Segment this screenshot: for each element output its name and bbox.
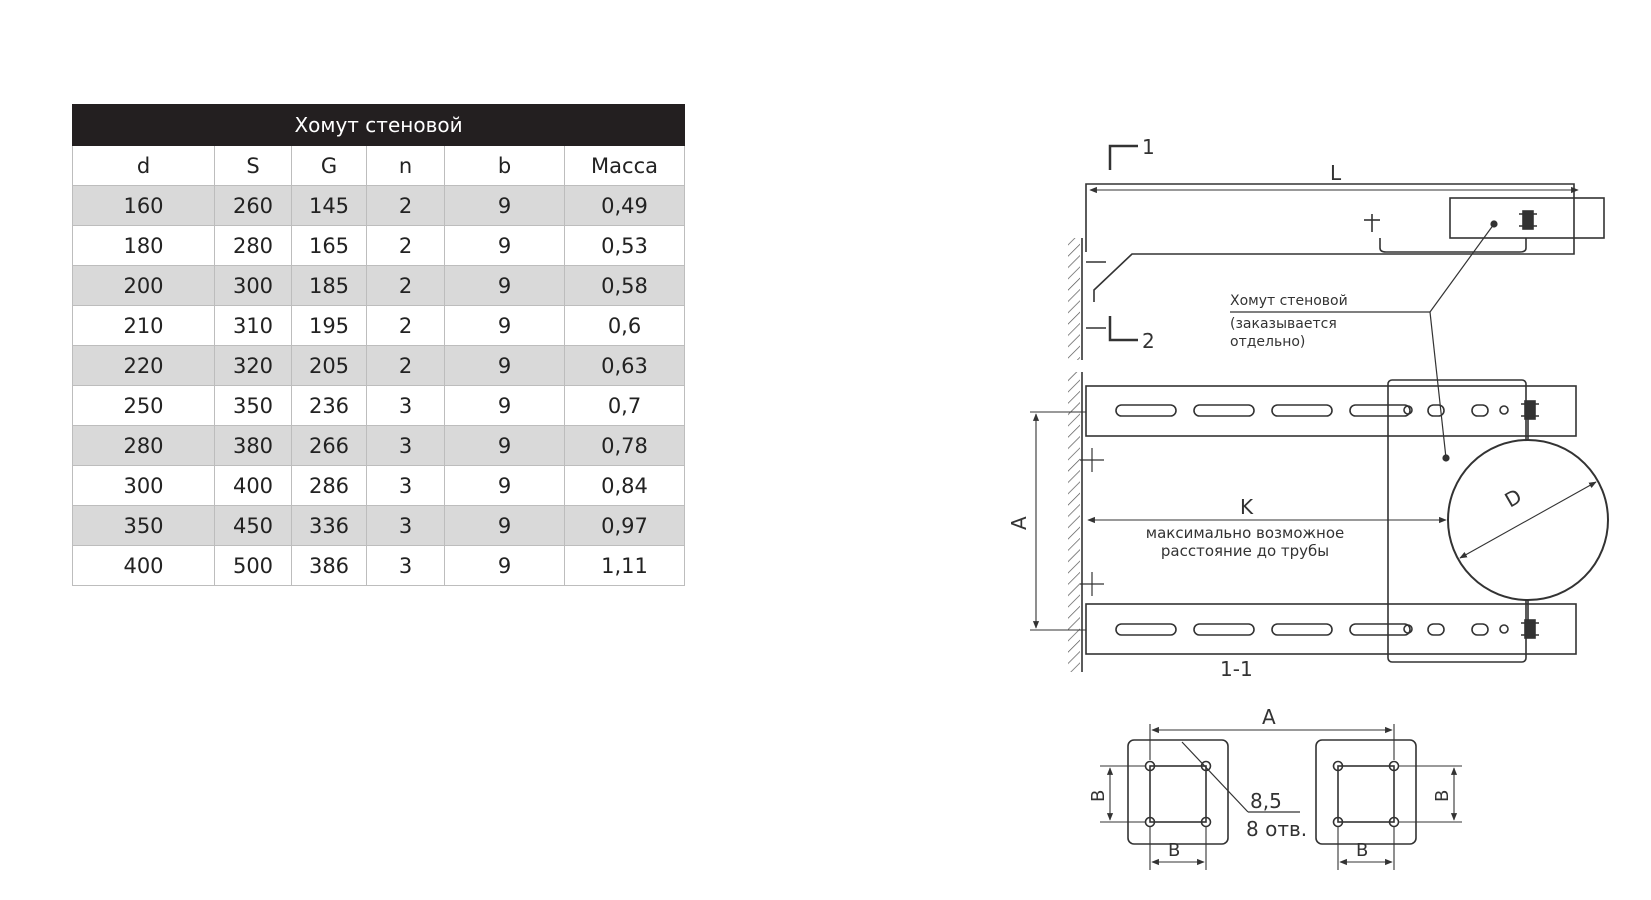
table-cell: 266 (292, 426, 367, 466)
dim-A-label: A (1007, 516, 1031, 530)
table-cell: 165 (292, 226, 367, 266)
table-cell: 2 (367, 266, 445, 306)
plate-dim-B-label: B (1432, 789, 1453, 802)
table-cell: 1,11 (565, 546, 685, 586)
table-cell: 2 (367, 186, 445, 226)
table-cell: 0,49 (565, 186, 685, 226)
clamp-label: Хомут стеновой (1230, 293, 1348, 309)
table-cell: 185 (292, 266, 367, 306)
k-note-2: расстояние до трубы (1160, 542, 1330, 560)
table-cell: 9 (445, 426, 565, 466)
table-cell: 9 (445, 546, 565, 586)
table-cell: 450 (215, 506, 292, 546)
table-cell: 9 (445, 386, 565, 426)
column-header: b (445, 146, 565, 186)
table-cell: 400 (73, 546, 215, 586)
hole-size-label: 8,5 (1250, 789, 1282, 813)
column-header: G (292, 146, 367, 186)
table-title: Хомут стеновой (73, 105, 685, 146)
column-header: d (73, 146, 215, 186)
table-cell: 3 (367, 546, 445, 586)
table-cell: 9 (445, 466, 565, 506)
table-cell: 3 (367, 506, 445, 546)
section-mark-2 (1110, 316, 1138, 340)
table-cell: 250 (73, 386, 215, 426)
table-cell: 9 (445, 346, 565, 386)
table-cell: 300 (73, 466, 215, 506)
section-mark-1-label: 1 (1142, 135, 1155, 159)
table-cell: 0,7 (565, 386, 685, 426)
table-cell: 0,63 (565, 346, 685, 386)
section-mark-2-label: 2 (1142, 329, 1155, 353)
dim-L-label: L (1330, 161, 1342, 185)
table-cell: 205 (292, 346, 367, 386)
k-note-1: максимально возможное (1145, 524, 1345, 542)
table-cell: 260 (215, 186, 292, 226)
table-cell: 0,78 (565, 426, 685, 466)
table-cell: 300 (215, 266, 292, 306)
column-header: S (215, 146, 292, 186)
wall-lower (1068, 372, 1082, 672)
table-cell: 350 (215, 386, 292, 426)
table-cell: 2 (367, 346, 445, 386)
table-cell: 3 (367, 386, 445, 426)
table-cell: 380 (215, 426, 292, 466)
dim-D-label: D (1500, 483, 1526, 513)
table-cell: 400 (215, 466, 292, 506)
table-cell: 3 (367, 466, 445, 506)
table-cell: 0,58 (565, 266, 685, 306)
table-cell: 0,97 (565, 506, 685, 546)
table-cell: 9 (445, 306, 565, 346)
table-cell: 9 (445, 506, 565, 546)
table-cell: 0,6 (565, 306, 685, 346)
dim-K-label: K (1240, 495, 1254, 519)
table-cell: 336 (292, 506, 367, 546)
table-cell: 320 (215, 346, 292, 386)
plate-dim-B-label: B (1088, 789, 1109, 802)
table-cell: 220 (73, 346, 215, 386)
bottom-rail (1086, 604, 1576, 654)
column-header: n (367, 146, 445, 186)
table-cell: 350 (73, 506, 215, 546)
hole-count-label: 8 отв. (1246, 817, 1308, 841)
wall-markers (1080, 448, 1104, 596)
table-cell: 195 (292, 306, 367, 346)
table-cell: 160 (73, 186, 215, 226)
table-cell: 0,53 (565, 226, 685, 266)
table-cell: 9 (445, 186, 565, 226)
table-cell: 386 (292, 546, 367, 586)
base-plate-left (1128, 740, 1228, 844)
base-plate-right (1316, 740, 1416, 844)
table-cell: 0,84 (565, 466, 685, 506)
plate-dim-A (1150, 724, 1394, 760)
table-cell: 280 (73, 426, 215, 466)
table-cell: 310 (215, 306, 292, 346)
table-cell: 200 (73, 266, 215, 306)
table-cell: 145 (292, 186, 367, 226)
plate-dim-B-label: B (1356, 840, 1369, 861)
table-cell: 2 (367, 306, 445, 346)
top-rail (1086, 386, 1576, 436)
table-cell: 9 (445, 226, 565, 266)
section-label: 1-1 (1220, 657, 1253, 681)
hole-leader (1182, 742, 1300, 812)
plate-dim-A-label: A (1262, 705, 1276, 729)
column-header: Масса (565, 146, 685, 186)
table-cell: 286 (292, 466, 367, 506)
plate-dim-B-label: B (1168, 840, 1181, 861)
table-cell: 2 (367, 226, 445, 266)
table-cell: 3 (367, 426, 445, 466)
wall-upper (1068, 238, 1082, 360)
table-cell: 180 (73, 226, 215, 266)
table-cell: 210 (73, 306, 215, 346)
table-cell: 280 (215, 226, 292, 266)
clamp-note-2: отдельно) (1230, 334, 1306, 350)
table-cell: 9 (445, 266, 565, 306)
section-mark-1 (1110, 146, 1138, 170)
clamp-note-1: (заказывается (1230, 316, 1337, 332)
table-cell: 500 (215, 546, 292, 586)
table-cell: 236 (292, 386, 367, 426)
